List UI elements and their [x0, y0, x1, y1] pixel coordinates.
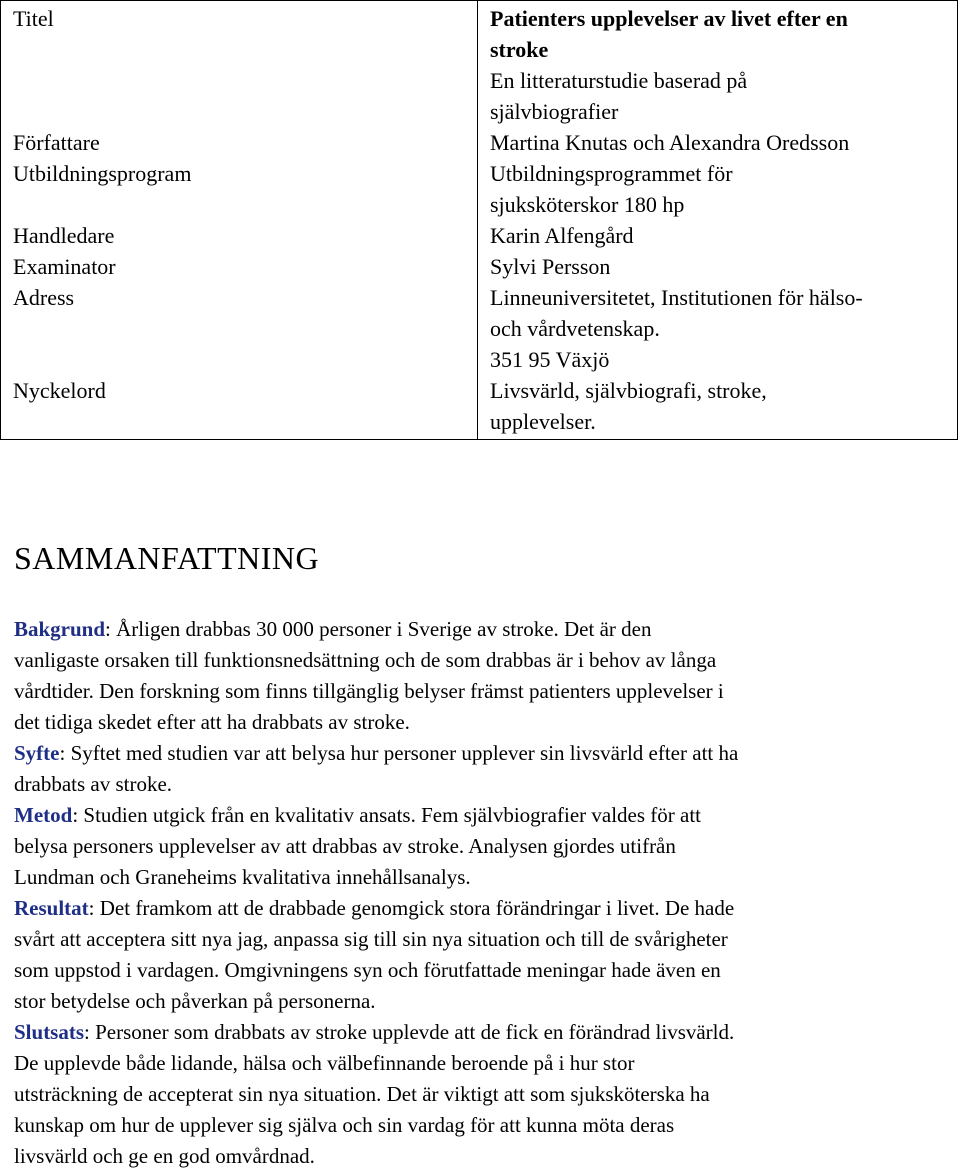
bakgrund-line-1: Bakgrund: Årligen drabbas 30 000 personer i Sverige av stroke. Det är den	[14, 617, 652, 641]
metod-line-1: Metod: Studien utgick från en kvalitativ ansats. Fem självbiografier valdes för att	[14, 803, 702, 827]
bakgrund-line-2: vanligaste orsaken till funktionsnedsättning och de som drabbas är i behov av långa	[14, 648, 717, 672]
resultat-line-4: stor betydelse och påverkan på personerna.	[14, 989, 376, 1013]
bakgrund-label: Bakgrund	[14, 617, 106, 641]
program-value-line-1: Utbildningsprogrammet för	[490, 161, 733, 186]
supervisor-value: Karin Alfengård	[490, 223, 634, 248]
label-examiner: Examinator	[13, 254, 116, 279]
thesis-subtitle-line-2: självbiografier	[490, 99, 619, 124]
bakgrund-line-4: det tidiga skedet efter att ha drabbats av stroke.	[14, 710, 410, 734]
summary-heading: SAMMANFATTNING	[14, 540, 320, 576]
syfte-label: Syfte	[14, 741, 60, 765]
metod-label: Metod	[14, 803, 73, 827]
label-column	[1, 1, 478, 440]
slutsats-label: Slutsats	[14, 1020, 85, 1044]
slutsats-line-2: De upplevde både lidande, hälsa och välbefinnande beroende på i hur stor	[14, 1051, 635, 1075]
label-keywords: Nyckelord	[13, 378, 106, 403]
program-value-line-2: sjuksköterskor 180 hp	[490, 192, 685, 217]
keywords-value-line-2: upplevelser.	[490, 409, 596, 434]
slutsats-line-4: kunskap om hur de upplever sig själva och sin vardag för att kunna möta deras	[14, 1113, 675, 1137]
syfte-line-2: drabbats av stroke.	[14, 772, 173, 796]
thesis-subtitle-line-1: En litteraturstudie baserad på	[490, 68, 748, 93]
resultat-line-2: svårt att acceptera sitt nya jag, anpassa sig till sin nya situation och till de svårigheter	[14, 927, 728, 951]
label-title: Titel	[13, 6, 54, 31]
metod-line-3: Lundman och Graneheims kvalitativa innehållsanalys.	[14, 865, 471, 889]
label-program: Utbildningsprogram	[13, 161, 192, 186]
authors-value: Martina Knutas och Alexandra Oredsson	[490, 130, 850, 155]
thesis-title-line-2: stroke	[490, 37, 549, 62]
slutsats-line-5: livsvärld och ge en god omvårdnad.	[14, 1144, 315, 1168]
resultat-line-1: Resultat: Det framkom att de drabbade genomgick stora förändringar i livet. De hade	[14, 896, 735, 920]
thesis-title-line-1: Patienters upplevelser av livet efter en	[490, 6, 848, 31]
examiner-value: Sylvi Persson	[490, 254, 611, 279]
slutsats-line-1: Slutsats: Personer som drabbats av stroke upplevde att de fick en förändrad livsvärld.	[14, 1020, 735, 1044]
address-value-line-2: och vårdvetenskap.	[490, 316, 660, 341]
resultat-label: Resultat	[14, 896, 89, 920]
abstract-body	[14, 614, 944, 1172]
slutsats-line-3: utsträckning de accepterat sin nya situation. Det är viktigt att som sjuksköterska ha	[14, 1082, 710, 1106]
label-supervisor: Handledare	[13, 223, 115, 248]
label-author: Författare	[13, 130, 100, 155]
label-address: Adress	[13, 285, 75, 310]
bakgrund-line-3: vårdtider. Den forskning som finns tillgänglig belyser främst patienters upplevelser i	[14, 679, 724, 703]
metod-line-2: belysa personers upplevelser av att drabbas av stroke. Analysen gjordes utifrån	[14, 834, 676, 858]
syfte-line-1: Syfte: Syftet med studien var att belysa hur personer upplever sin livsvärld efter att ha	[14, 741, 739, 765]
value-column	[478, 1, 958, 440]
metadata-table	[0, 0, 958, 440]
address-value-line-1: Linneuniversitetet, Institutionen för hälso-	[490, 285, 863, 310]
keywords-value-line-1: Livsvärld, självbiografi, stroke,	[490, 378, 767, 403]
address-value-line-3: 351 95 Växjö	[490, 347, 610, 372]
resultat-line-3: som uppstod i vardagen. Omgivningens syn och förutfattade meningar hade även en	[14, 958, 721, 982]
